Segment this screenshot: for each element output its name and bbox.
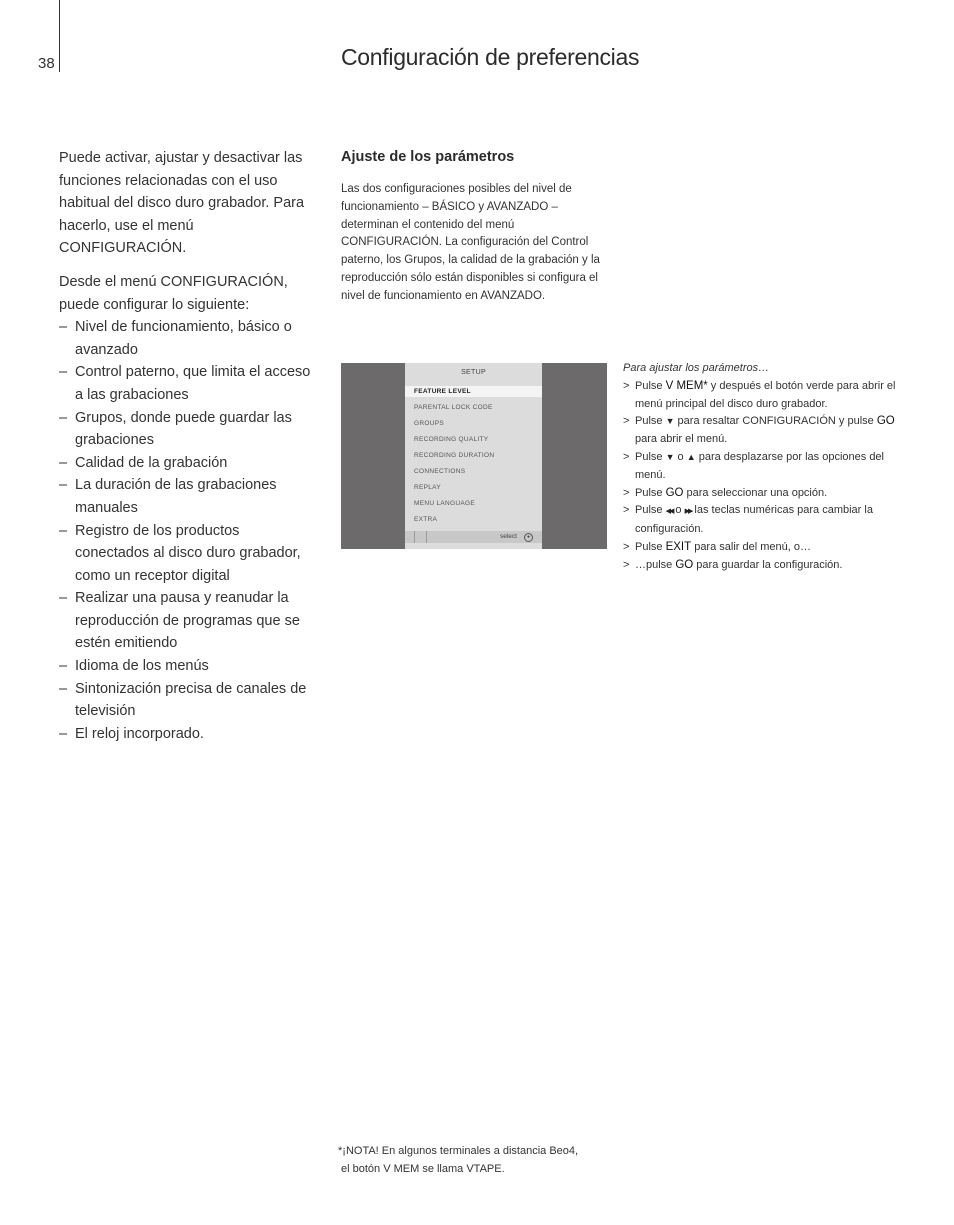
instructions	[623, 360, 898, 575]
menu-item-feature-level[interactable]: FEATURE LEVEL	[405, 386, 542, 397]
step-text: Pulse	[635, 379, 666, 392]
menu-title: SETUP	[461, 369, 486, 376]
down-arrow-icon: ▼	[665, 451, 675, 462]
footnote-line: el botón V MEM se llama VTAPE.	[341, 1163, 505, 1175]
list-dash: –	[59, 319, 68, 336]
footnote	[338, 1142, 618, 1178]
step-text: Pulse	[635, 415, 666, 428]
footer-divider	[414, 531, 415, 543]
rewind-icon: ◀◀	[665, 508, 673, 516]
instruction-step	[623, 413, 898, 449]
intro-column	[59, 147, 314, 745]
menu-footer	[405, 531, 542, 543]
list-item-text: Registro de los productos conectados al disco duro grabador, como un receptor digital	[75, 522, 301, 584]
list-dash: –	[59, 658, 68, 675]
menu-item-recording-quality[interactable]: RECORDING QUALITY	[414, 436, 489, 443]
list-item-text: Nivel de funcionamiento, básico o avanzado	[75, 319, 292, 358]
down-arrow-icon: ▼	[665, 416, 675, 427]
step-text: para desplazarse por las opciones del menú.	[635, 450, 884, 481]
list-dash: –	[59, 522, 68, 539]
menu-item-connections[interactable]: CONNECTIONS	[414, 468, 466, 475]
step-text: para resaltar CONFIGURACIÓN y pulse	[674, 415, 877, 428]
step-marker: >	[623, 504, 630, 517]
intro-paragraph: Puede activar, ajustar y desactivar las funciones relacionadas con el uso habitual del disco duro grabador. Para hacerlo, use el menú CONFIGURACIÓN.	[59, 150, 305, 257]
step-text: para abrir el menú.	[635, 433, 728, 446]
fast-forward-icon: ▶▶	[684, 508, 692, 516]
list-item-text: Sintonización precisa de canales de televisión	[75, 680, 307, 720]
list-item	[59, 452, 314, 475]
footnote-line: *¡NOTA! En algunos terminales a distancia Beo4,	[338, 1145, 579, 1157]
up-arrow-icon: ▲	[686, 451, 696, 462]
menu-item-groups[interactable]: GROUPS	[414, 420, 444, 427]
list-dash: –	[59, 409, 68, 426]
step-text: para salir del menú, o…	[691, 540, 811, 553]
list-item-text: Idioma de los menús	[75, 658, 209, 675]
footer-divider	[426, 531, 427, 543]
instruction-step	[623, 449, 898, 485]
go-button-icon: ●	[524, 533, 533, 542]
exit-key: EXIT	[665, 540, 692, 553]
vmem-key: V MEM*	[665, 379, 708, 392]
step-marker: >	[623, 486, 630, 499]
instruction-step	[623, 485, 898, 503]
list-dash: –	[59, 680, 68, 697]
list-dash: –	[59, 725, 68, 742]
step-marker: >	[623, 379, 630, 392]
instructions-title: Para ajustar los parámetros…	[623, 362, 770, 374]
instruction-step	[623, 502, 898, 539]
section-heading: Ajuste de los parámetros	[341, 149, 515, 165]
list-item	[59, 655, 314, 678]
step-text: Pulse	[635, 486, 666, 499]
step-text: para guardar la configuración.	[693, 558, 843, 571]
list-item	[59, 316, 314, 361]
go-key: GO	[876, 415, 895, 428]
list-item-text: Grupos, donde puede guardar las grabaciones	[75, 409, 292, 449]
list-item-text: El reloj incorporado.	[75, 725, 204, 742]
list-item	[59, 587, 314, 655]
page-number: 38	[38, 55, 55, 72]
list-dash: –	[59, 454, 68, 471]
step-text: y después el botón verde para abrir el menú principal del disco duro grabador.	[635, 379, 896, 410]
list-item-text: La duración de las grabaciones manuales	[75, 477, 277, 516]
margin-rule	[59, 0, 60, 72]
instruction-step	[623, 557, 898, 575]
list-item	[59, 407, 314, 452]
list-dash: –	[59, 590, 68, 607]
menu-item-recording-duration[interactable]: RECORDING DURATION	[414, 452, 495, 459]
list-dash: –	[59, 477, 68, 494]
list-item-text: Calidad de la grabación	[75, 454, 228, 471]
list-item	[59, 678, 314, 723]
step-marker: >	[623, 415, 630, 428]
intro-paragraph: Desde el menú CONFIGURACIÓN, puede configurar lo siguiente:	[59, 273, 288, 313]
section-body: Las dos configuraciones posibles del nivel de funcionamiento – BÁSICO y AVANZADO – determinan el contenido del menú CONFIGURACIÓN. La configuración del Control paterno, los Grupos, la calidad de la grabación y la reproducción sólo están disponibles si configura el nivel de funcionamiento en AVANZADO.	[341, 183, 600, 302]
select-hint: select	[500, 533, 517, 540]
instruction-step	[623, 539, 898, 557]
go-key: GO	[675, 558, 694, 571]
step-marker: >	[623, 558, 630, 571]
list-item-text: Realizar una pausa y reanudar la reproducción de programas que se estén emitiendo	[75, 590, 300, 652]
step-text: o	[674, 450, 687, 463]
step-text: Pulse	[635, 504, 666, 517]
menu-item-replay[interactable]: REPLAY	[414, 484, 441, 491]
step-text: las teclas numéricas para cambiar la configuración.	[635, 504, 873, 536]
step-text: Pulse	[635, 450, 666, 463]
menu-item-parental-lock-code[interactable]: PARENTAL LOCK CODE	[414, 404, 493, 411]
step-text: …pulse	[635, 558, 676, 571]
step-marker: >	[623, 540, 630, 553]
step-marker: >	[623, 450, 630, 463]
step-text: Pulse	[635, 540, 666, 553]
setup-menu-screenshot	[341, 363, 607, 549]
menu-item-menu-language[interactable]: MENU LANGUAGE	[414, 500, 475, 507]
list-item	[59, 474, 314, 519]
list-item-text: Control paterno, que limita el acceso a las grabaciones	[75, 364, 311, 403]
page-title: Configuración de preferencias	[341, 44, 640, 70]
setup-menu	[405, 363, 542, 549]
go-key: GO	[665, 486, 684, 499]
list-item	[59, 361, 314, 406]
feature-list	[59, 316, 314, 745]
list-item	[59, 520, 314, 588]
step-text: para seleccionar una opción.	[683, 486, 828, 499]
step-text: o	[672, 504, 685, 517]
menu-item-extra[interactable]: EXTRA	[414, 516, 438, 523]
list-dash: –	[59, 364, 68, 381]
instruction-step	[623, 378, 898, 414]
list-item	[59, 723, 314, 746]
